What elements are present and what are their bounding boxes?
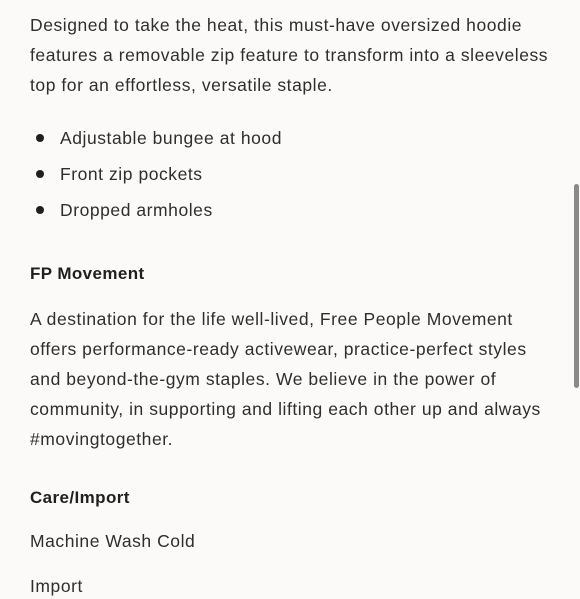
product-details (30, 10, 556, 599)
feature-text: Front zip pockets (60, 164, 203, 184)
bullet-icon (36, 134, 44, 142)
feature-list-item (30, 156, 556, 192)
scrollbar[interactable] (572, 0, 580, 580)
care-section-heading: Care/Import (30, 488, 130, 507)
feature-list (30, 120, 556, 228)
bullet-icon (36, 206, 44, 214)
care-instructions: Machine Wash Cold (30, 531, 196, 551)
feature-list-item (30, 192, 556, 228)
bullet-icon (36, 170, 44, 178)
scrollbar-thumb[interactable] (574, 184, 579, 388)
origin-info: Import (30, 576, 83, 596)
feature-text: Adjustable bungee at hood (60, 128, 282, 148)
brand-section-body: A destination for the life well-lived, Free People Movement offers performance-ready activewear, practice-perfect styles and beyond-the-gym staples. We believe in the power of community, in supporting and lifting each other up and always #movingtogether. (30, 309, 541, 449)
feature-text: Dropped armholes (60, 200, 213, 220)
feature-list-item (30, 120, 556, 156)
product-description-intro: Designed to take the heat, this must-have oversized hoodie features a removable zip feature to transform into a sleeveless top for an effortless, versatile staple. (30, 15, 549, 95)
brand-section-heading: FP Movement (30, 264, 145, 283)
